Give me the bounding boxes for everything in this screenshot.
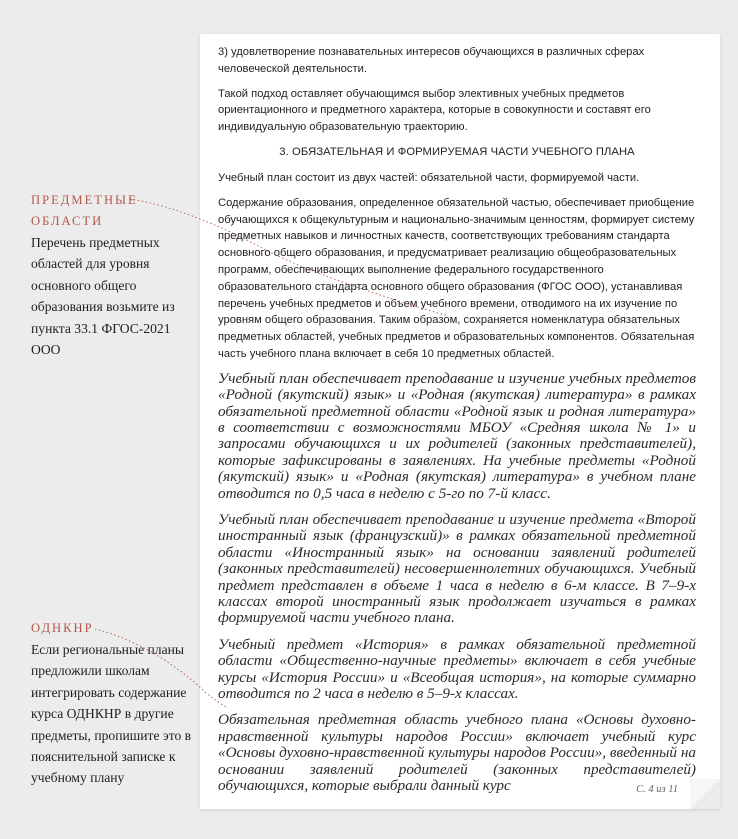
paragraph-italic-2: Учебный план обеспечивает преподавание и изучение предмета «Второй иностранный язык (французский)» в рамках обязательной предметной области «Иностранный язык» на основании заявлений родителей (законных представителей) несовершеннолетних обучающихся. Учебный предмет представлен в объеме 1 часа в неделю в 6-м классе. В 7–9-х классах второй иностранный язык продолжает изучаться в рамках формируемой части учебного плана. — [218, 511, 696, 627]
document-page — [200, 34, 720, 809]
margin-note-title: ОДНКНР — [31, 621, 94, 635]
paragraph-italic-1: Учебный план обеспечивает преподавание и изучение учебных предметов «Родной (якутский) язык» и «Родная (якутская) литература» в рамках обязательной предметной области «Родной язык и родная литература» в соответствии с возможностями МБОУ «Средняя школа № 1» и запросами обучающихся и их родителей (законных представителей), которые зафиксированы в заявлениях. На учебные предметы «Родной (якутский) язык» и «Родная (якутская) литература» в учебном плане отводится по 0,5 часа в неделю с 5-го по 7-й класс. — [218, 369, 696, 502]
paragraph-top-1: 3) удовлетворение познавательных интересов обучающихся в различных сферах человеческой деятельности. — [218, 46, 645, 75]
document-content — [218, 44, 696, 805]
paragraph-italic-3: Учебный предмет «История» в рамках обязательной предметной области «Общественно-научные предметы» включает в себя учебные курсы «История России» и «Всеобщая история», на которые суммарно отводится по 2 часа в неделю в 5–9-х классах. — [218, 635, 696, 703]
section-heading: 3. ОБЯЗАТЕЛЬНАЯ И ФОРМИРУЕМАЯ ЧАСТИ УЧЕБНОГО ПЛАНА — [279, 145, 635, 158]
page-fold-corner — [690, 779, 720, 809]
margin-note-odnknr — [31, 618, 193, 789]
margin-note-title: ПРЕДМЕТНЫЕ ОБЛАСТИ — [31, 193, 138, 228]
margin-note-body: Перечень предметных областей для уровня основного общего образования возьмите из пункта 33.1 ФГОС-2021 ООО — [31, 235, 175, 358]
margin-note-subject-areas — [31, 190, 193, 360]
paragraph-mid-1: Учебный план состоит из двух частей: обязательной части, формируемой части. — [218, 171, 640, 184]
paragraph-top-2: Такой подход оставляет обучающимся выбор элективных учебных предметов ориентационного и предметного характера, которые в совокупности и составят его индивидуальную образовательную траекторию. — [218, 87, 651, 134]
page-number: С. 4 из 11 — [636, 784, 678, 795]
margin-note-body: Если региональные планы предложили школам интегрировать содержание курса ОДНКНР в другие предметы, пропишите это в пояснительной записке к учебному плану — [31, 642, 192, 786]
paragraph-italic-4: Обязательная предметная область учебного плана «Основы духовно-нравственной культуры народов России» включает учебный курс «Основы духовно-нравственной культуры народов России», введенный на основании заявлений родителей (законных представителей) обучающихся, которые выбрали данный курс — [218, 711, 696, 795]
paragraph-mid-2: Содержание образования, определенное обязательной частью, обеспечивает приобщение обучающихся к общекультурным и национально-значимым ценностям, формирует систему предметных навыков и личностных качеств, соответствующих требованиям стандарта основного общего образования, и предусматривает реализацию общеобразовательных программ, обеспечивающих выполнение федерального государственного образовательного стандарта основного общего образования (ФГОС ООО), устанавливая перечень учебных предметов и объем учебного времени, отводимого на их изучение по уровням общего образования. Таким образом, сохраняется номенклатура обязательных предметных областей, учебных предметов и образовательных компонентов. Обязательная часть учебного плана включает в себя 10 предметных областей. — [218, 196, 695, 360]
